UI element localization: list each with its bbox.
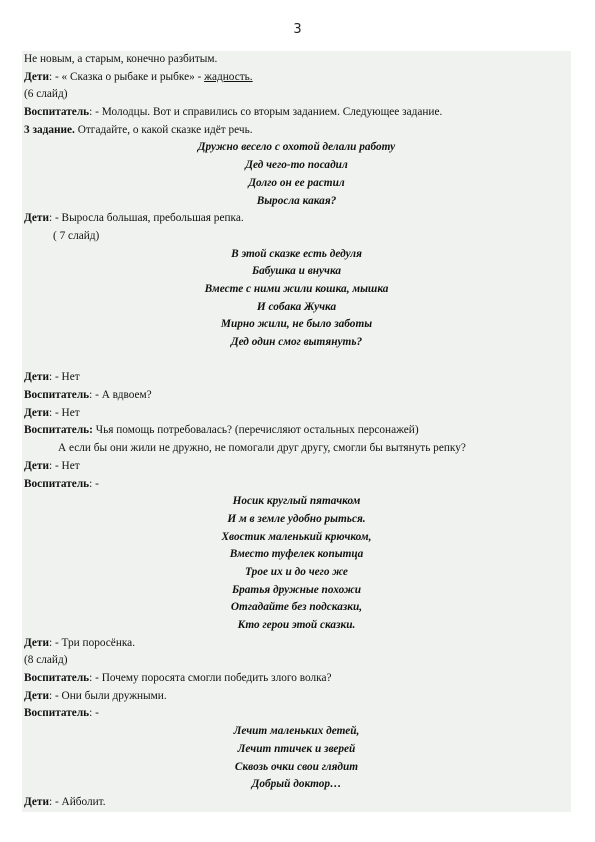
- poem-line: Трое их и до чего же: [245, 565, 348, 578]
- dialogue-line: [22, 387, 571, 405]
- speaker-label: Дети: [24, 795, 49, 808]
- dialogue-line: [22, 705, 571, 723]
- blank-line: [22, 352, 571, 370]
- dialogue-line: [22, 69, 571, 87]
- dialogue-line: [22, 104, 571, 122]
- poem-line: Братья дружные похожи: [231, 583, 362, 596]
- poem-line: Отгадайте без подсказки,: [230, 601, 363, 614]
- poem-line: Выросла какая?: [256, 194, 337, 207]
- dialogue-line: [22, 688, 571, 706]
- dialogue-line: [22, 210, 571, 228]
- speaker-label: Воспитатель: [24, 672, 90, 685]
- dialogue-line: [22, 458, 571, 476]
- poem-line: Носик круглый пятачком: [232, 495, 361, 508]
- speaker-label: Воспитатель: [24, 106, 90, 119]
- poem-line: Дед чего-то посадил: [245, 159, 348, 172]
- line-text: (6 слайд): [24, 88, 68, 101]
- poem-line: Сквозь очки свои глядит: [234, 760, 359, 773]
- poem-line: Мирно жили, не было заботы: [220, 318, 373, 331]
- underlined-answer: жадность.: [204, 70, 253, 83]
- line-text: : - Нет: [48, 406, 80, 419]
- line-text: : - Три поросёнка.: [48, 636, 136, 649]
- line-text: Отгадайте, о какой сказке идёт речь.: [74, 123, 253, 136]
- line-text: : - Они были дружными.: [48, 689, 167, 702]
- text-line: [22, 652, 571, 670]
- dialogue-line: [22, 670, 571, 688]
- speaker-label: Дети: [24, 212, 49, 225]
- speaker-label: Воспитатель:: [24, 424, 93, 437]
- text-line: [22, 51, 571, 69]
- speaker-label: Дети: [24, 70, 49, 83]
- poem-line: Дед один смог вытянуть?: [230, 336, 363, 348]
- poem-line: Лечит птичек и зверей: [237, 742, 356, 755]
- line-text: ( 7 слайд): [53, 229, 100, 242]
- line-text: : - А вдвоем?: [89, 389, 152, 402]
- line-text: : - Айболит.: [48, 795, 106, 808]
- poem-line: Вместе с ними жили кошка, мышка: [204, 282, 389, 295]
- poem-line: Лечит маленьких детей,: [233, 725, 360, 738]
- line-text: : - Нет: [48, 371, 80, 384]
- line-text: : - Почему поросята смогли победить злого волка?: [89, 672, 332, 685]
- speaker-label: Дети: [24, 406, 49, 419]
- page-number: 3: [293, 22, 302, 37]
- line-text: (8 слайд): [24, 654, 68, 667]
- line-text: Чья помощь потребовалась? (перечисляют остальных персонажей): [92, 424, 419, 437]
- text-line: [22, 440, 571, 458]
- dialogue-line: [22, 369, 571, 387]
- speaker-label: Дети: [24, 371, 49, 384]
- line-text: : - Выросла большая, пребольшая репка.: [48, 212, 244, 225]
- line-text: : - « Сказка о рыбаке и рыбке» -: [48, 70, 205, 83]
- dialogue-line: [22, 794, 571, 812]
- dialogue-line: [22, 122, 571, 140]
- poem-line: Вместо туфелек копытца: [229, 548, 364, 561]
- line-text: : - Молодцы. Вот и справились со вторым заданием. Следующее задание.: [89, 106, 443, 119]
- poem-line: Добрый доктор…: [251, 778, 342, 791]
- line-text: : - Нет: [48, 459, 80, 472]
- speaker-label: Дети: [24, 459, 49, 472]
- text-line: [22, 228, 571, 246]
- line-text: : -: [89, 477, 99, 490]
- dialogue-line: [22, 635, 571, 653]
- speaker-label: Воспитатель: [24, 477, 90, 490]
- poem-line: Кто герои этой сказки.: [237, 619, 356, 631]
- document-body: [22, 51, 571, 812]
- poem-line: И м в земле удобно рыться.: [227, 512, 366, 525]
- poem-line: Дружно весело с охотой делали работу: [197, 141, 396, 154]
- line-text: : -: [89, 707, 99, 720]
- poem-line: Бабушка и внучка: [251, 265, 342, 278]
- speaker-label: Дети: [24, 689, 49, 702]
- poem-line: И собака Жучка: [256, 300, 337, 313]
- speaker-label: Дети: [24, 636, 49, 649]
- poem-line: В этой сказке есть дедуля: [231, 247, 362, 260]
- line-text: Не новым, а старым, конечно разбитым.: [24, 53, 218, 65]
- dialogue-line: [22, 422, 571, 440]
- speaker-label: 3 задание.: [24, 123, 75, 136]
- dialogue-line: [22, 405, 571, 423]
- poem-line: Долго он ее растил: [248, 176, 345, 189]
- line-text: А если бы они жили не дружно, не помогали друг другу, смогли бы вытянуть репку?: [58, 442, 466, 455]
- dialogue-line: [22, 476, 571, 494]
- poem-line: Хвостик маленький крючком,: [221, 530, 372, 543]
- speaker-label: Воспитатель: [24, 707, 90, 720]
- text-line: [22, 86, 571, 104]
- speaker-label: Воспитатель: [24, 389, 90, 402]
